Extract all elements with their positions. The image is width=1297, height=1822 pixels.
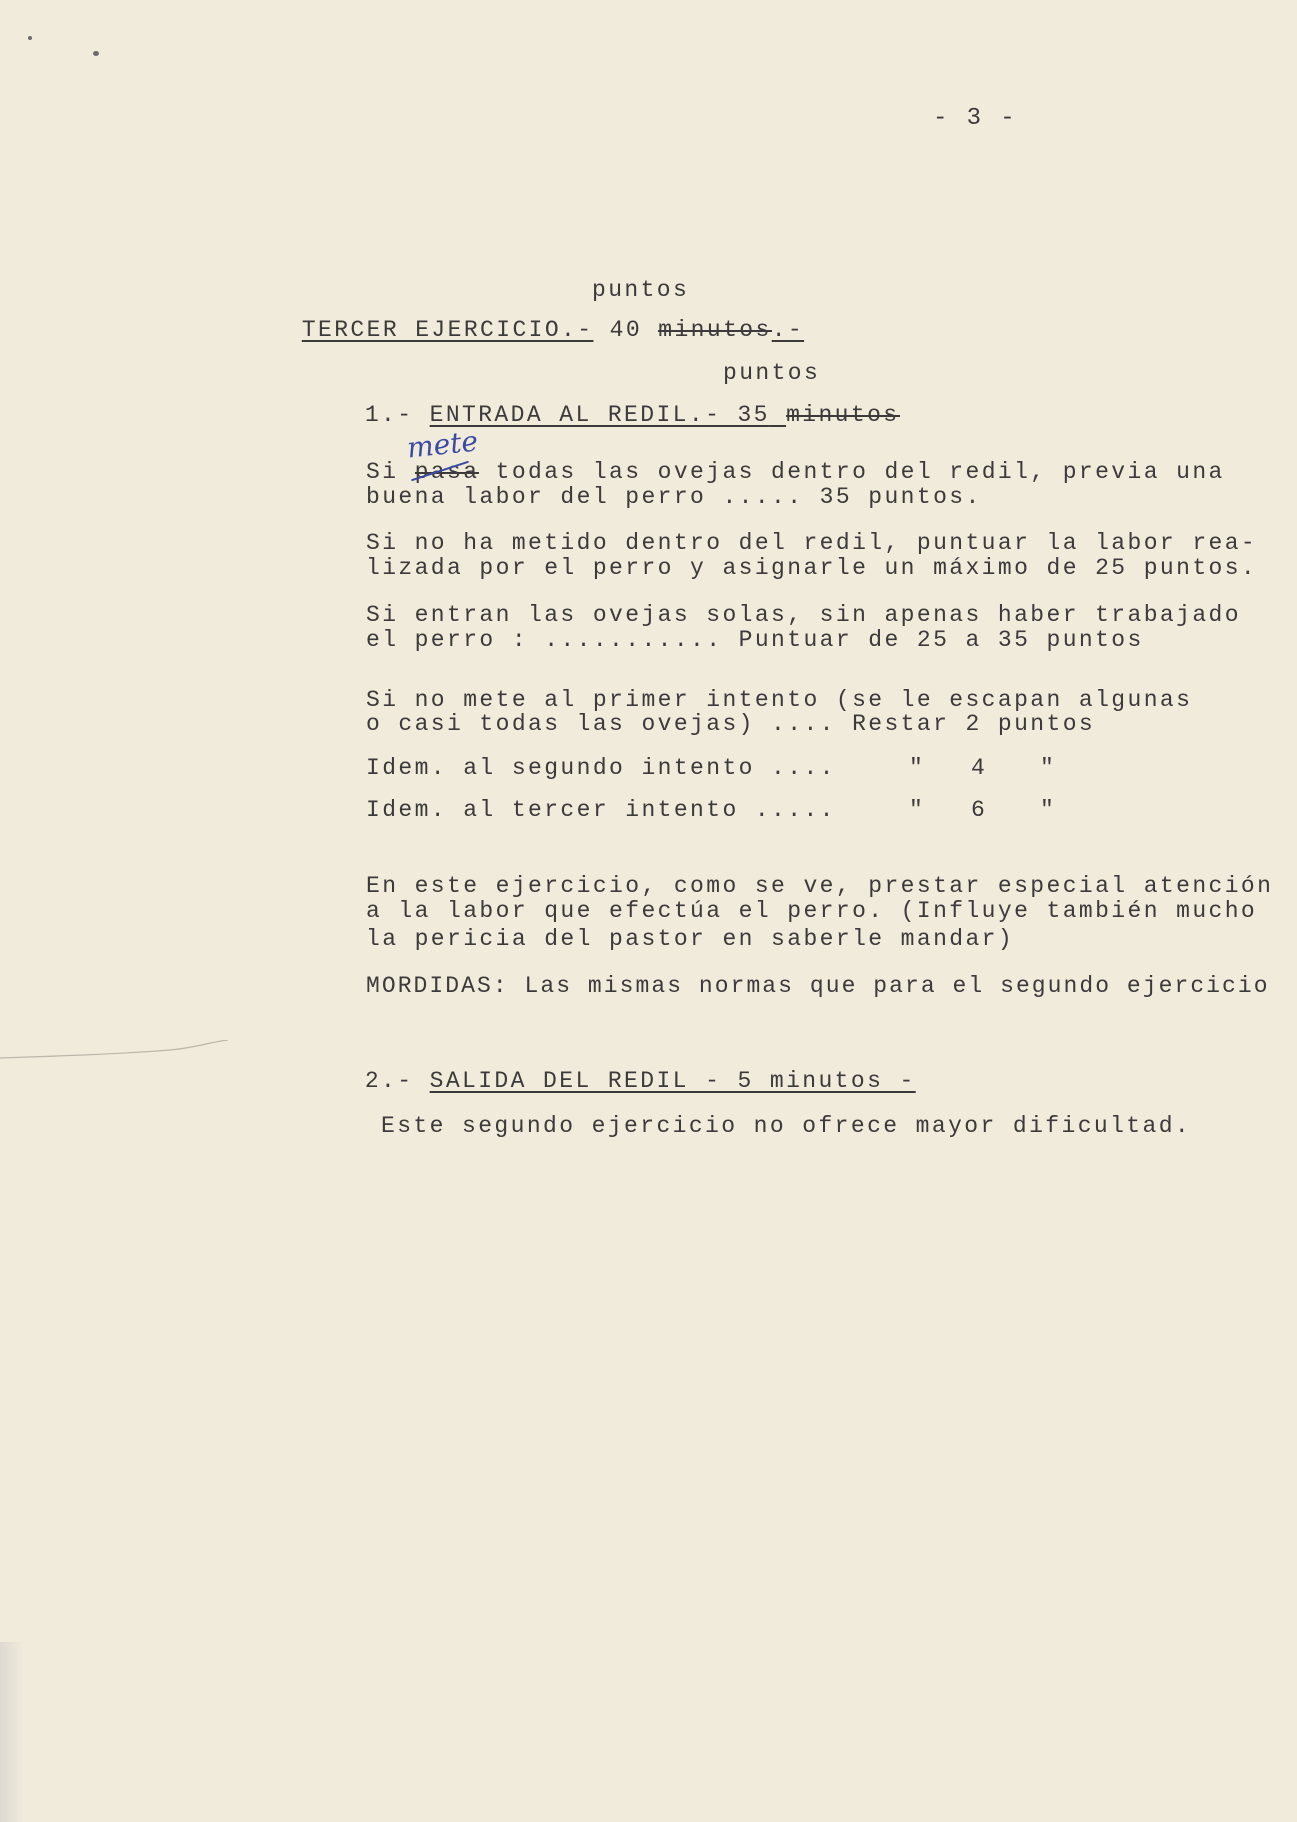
section-points-suffix: .- [771,317,805,343]
section-points: 40 [609,317,643,343]
p1-pre: Si [366,459,415,485]
handwritten-correction: mete [405,424,480,465]
page-edge-shadow [0,1642,24,1822]
p1-line1 [366,460,1225,485]
item2-heading [300,1044,916,1119]
p2-line2: lizada por el perro y asignarle un máximo de 25 puntos. [366,555,1258,581]
paper-speck [93,51,99,56]
p3-line2: el perro : ........... Puntuar de 25 a 35 puntos [366,627,1144,653]
p4-line2: o casi todas las ovejas) .... Restar 2 puntos [366,711,1096,737]
idem-third-ditto-left: " [909,797,926,823]
idem-third-value: 6 [971,797,988,823]
item2-heading-text: SALIDA DEL REDIL - 5 minutos - [429,1068,916,1094]
section-title-text: TERCER EJERCICIO.- [301,317,594,343]
item1-struck-word: minutos [786,402,900,428]
item2-body: Este segundo ejercicio no ofrece mayor dificultad. [381,1113,1192,1139]
idem-third-label: Idem. al tercer intento ..... [366,797,836,823]
p4-line1: Si no mete al primer intento (se le escapan algunas [366,687,1193,713]
item1-heading-text [430,402,900,428]
item2-number: 2.- [364,1068,414,1094]
p7-line2: a la labor que efectúa el perro. (Influye también mucho [366,898,1258,924]
paper-fold-crease [0,1040,230,1064]
section-title [237,293,804,368]
idem-second-label: Idem. al segundo intento .... [366,755,836,781]
page-number: - 3 - [933,105,1018,132]
p7-line1: En este ejercicio, como se ve, prestar especial atención [366,873,1274,899]
paper-speck [28,36,32,40]
item1-heading [300,378,900,453]
idem-second-value: 4 [971,755,988,781]
section-correction: puntos [592,277,690,303]
section-points-unit [658,317,804,343]
p7-line3: la pericia del pastor en saberle mandar) [366,926,1015,952]
mordidas-line: MORDIDAS: Las mismas normas que para el segundo ejercicio [366,973,1270,999]
p2-line1: Si no ha metido dentro del redil, puntuar la labor rea- [366,530,1258,556]
item1-number: 1.- [364,402,414,428]
item1-title: ENTRADA AL REDIL.- 35 [429,402,770,428]
idem-third-ditto-right: " [1040,797,1057,823]
p1-struck-word: pasa [414,459,480,485]
idem-second-ditto-right: " [1040,755,1057,781]
p1-line2: buena labor del perro ..... 35 puntos. [366,484,982,510]
p3-line1: Si entran las ovejas solas, sin apenas haber trabajado [366,602,1241,628]
section-struck-word: minutos [658,317,772,343]
idem-second-ditto-left: " [909,755,926,781]
item1-correction: puntos [723,360,821,386]
p1-post: todas las ovejas dentro del redil, previa una [479,459,1225,485]
